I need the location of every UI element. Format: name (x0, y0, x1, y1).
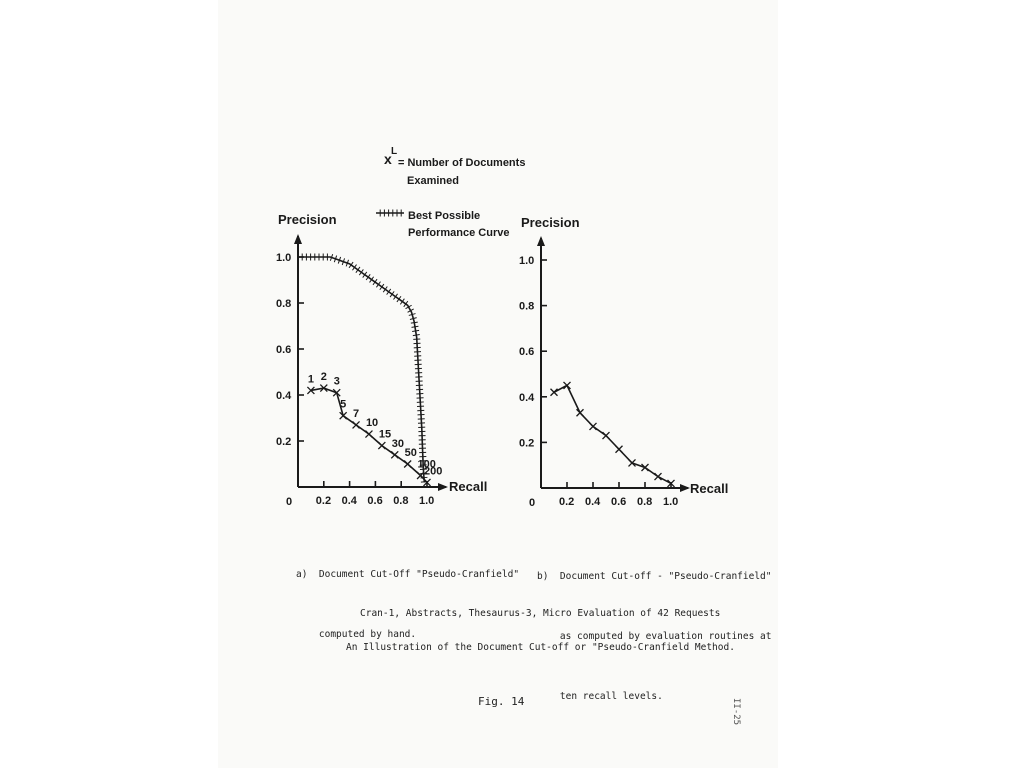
chart-a-origin-label: 0 (286, 496, 293, 508)
chart-b-x-tick-label: 0.4 (585, 496, 601, 508)
curve-hatch-tick (412, 330, 419, 331)
chart-b-x-tick-label: 0.8 (637, 496, 653, 508)
figure-label: Fig. 14 (478, 695, 525, 708)
legend-marker-label-1: = Number of Documents (398, 157, 526, 169)
chart-b-caption-line-1: b) Document Cut-off - "Pseudo-Cranfield" (537, 571, 772, 582)
chart-b-y-tick-label: 1.0 (519, 255, 535, 267)
chart-b-x-tick-label: 0.6 (611, 496, 627, 508)
chart-a-x-axis-arrow (438, 483, 448, 491)
chart-b-origin-label: 0 (529, 497, 536, 509)
chart-b-y-tick-label: 0.8 (519, 300, 535, 313)
chart-a-y-tick-label: 0.6 (276, 344, 292, 356)
chart-a-data-point (378, 442, 385, 449)
chart-b-x-axis-arrow (680, 484, 690, 492)
chart-a-cutoff-line (311, 388, 427, 482)
chart-b-data-point (577, 409, 584, 416)
chart-b-y-tick-label: 0.6 (519, 346, 535, 359)
footer-line-1: Cran-1, Abstracts, Thesaurus-3, Micro Evaluation of 42 Requests (360, 608, 721, 619)
chart-a-y-axis-label: Precision (278, 212, 337, 227)
legend-marker-label-2: Examined (407, 175, 459, 187)
chart-a-point-label: 3 (333, 375, 340, 388)
chart-a-caption-line-2: computed by hand. (296, 629, 417, 640)
chart-b-y-axis-arrow (537, 236, 545, 246)
chart-b-data-point (629, 459, 636, 466)
chart-a-y-tick-label: 0.2 (276, 436, 292, 448)
chart-a-data-point (404, 461, 411, 468)
chart-b (519, 215, 728, 509)
chart-b-y-tick-label: 0.4 (519, 391, 535, 404)
chart-b-caption-line-2: as computed by evaluation routines at (537, 631, 772, 642)
chart-b-line (554, 385, 671, 483)
chart-b-x-tick-label: 0.2 (559, 496, 575, 508)
chart-a-x-tick-label: 0.4 (341, 495, 357, 507)
chart-b-data-point (551, 389, 558, 396)
footer-line-2: An Illustration of the Document Cut-off or "Pseudo-Cranfield Method. (346, 642, 735, 653)
chart-a-point-label: 10 (365, 417, 379, 430)
chart-a-point-label: 2 (320, 371, 327, 384)
chart-a-point-label: 1 (307, 373, 315, 386)
chart-b-data-point (590, 423, 597, 430)
chart-a-point-label: 30 (391, 437, 404, 450)
chart-a-y-tick-label: 0.8 (276, 298, 292, 310)
page-number: II-25 (731, 698, 741, 726)
chart-b-data-point (564, 382, 571, 389)
chart-b-x-tick-label: 1.0 (663, 496, 679, 508)
chart-a-x-tick-label: 0.2 (315, 495, 332, 507)
chart-a (276, 212, 487, 508)
chart-b-y-tick-label: 0.2 (519, 437, 535, 450)
curve-hatch-tick (411, 322, 418, 323)
chart-a-x-tick-label: 0.6 (367, 495, 383, 507)
chart-a-data-point (391, 451, 398, 458)
chart-a-x-tick-label: 1.0 (419, 495, 435, 507)
chart-a-y-tick-label: 0.4 (276, 390, 292, 402)
legend (376, 146, 525, 239)
chart-b-data-point (603, 432, 610, 439)
chart-a-y-tick-label: 1.0 (276, 252, 292, 264)
legend-marker-symbol: x (384, 151, 392, 167)
chart-b-data-point (655, 473, 662, 480)
chart-a-point-label: 200 (424, 465, 443, 478)
chart-a-caption-line-1: a) Document Cut-Off "Pseudo-Cranfield" (296, 569, 520, 580)
legend-marker-superscript: L (391, 146, 398, 157)
legend-hatch-line (376, 210, 404, 217)
chart-a-point-label: 5 (340, 398, 347, 411)
legend-curve-sample (376, 210, 404, 217)
chart-a-data-point (365, 431, 372, 438)
curve-hatch-tick (412, 326, 419, 327)
curve-hatch-tick (413, 335, 420, 336)
chart-b-caption (537, 527, 772, 727)
chart-a-y-axis-arrow (294, 234, 302, 244)
chart-a-point-label: 100 (417, 458, 436, 471)
legend-curve-label-1: Best Possible (408, 210, 481, 222)
chart-a-x-axis-label: Recall (449, 479, 488, 494)
chart-a-data-point (353, 421, 360, 428)
chart-a-point-label: 15 (378, 428, 392, 441)
chart-a-x-tick-label: 0.8 (393, 495, 409, 507)
chart-a-point-label: 50 (404, 447, 417, 459)
chart-a-point-label: 7 (353, 407, 360, 420)
chart-b-x-axis-label: Recall (690, 481, 729, 496)
chart-b-caption-line-3: ten recall levels. (537, 691, 663, 702)
chart-b-data-point (616, 446, 623, 453)
legend-curve-label-2: Performance Curve (408, 227, 510, 239)
chart-b-y-axis-label: Precision (521, 215, 580, 230)
chart-b-data-point (642, 464, 649, 471)
